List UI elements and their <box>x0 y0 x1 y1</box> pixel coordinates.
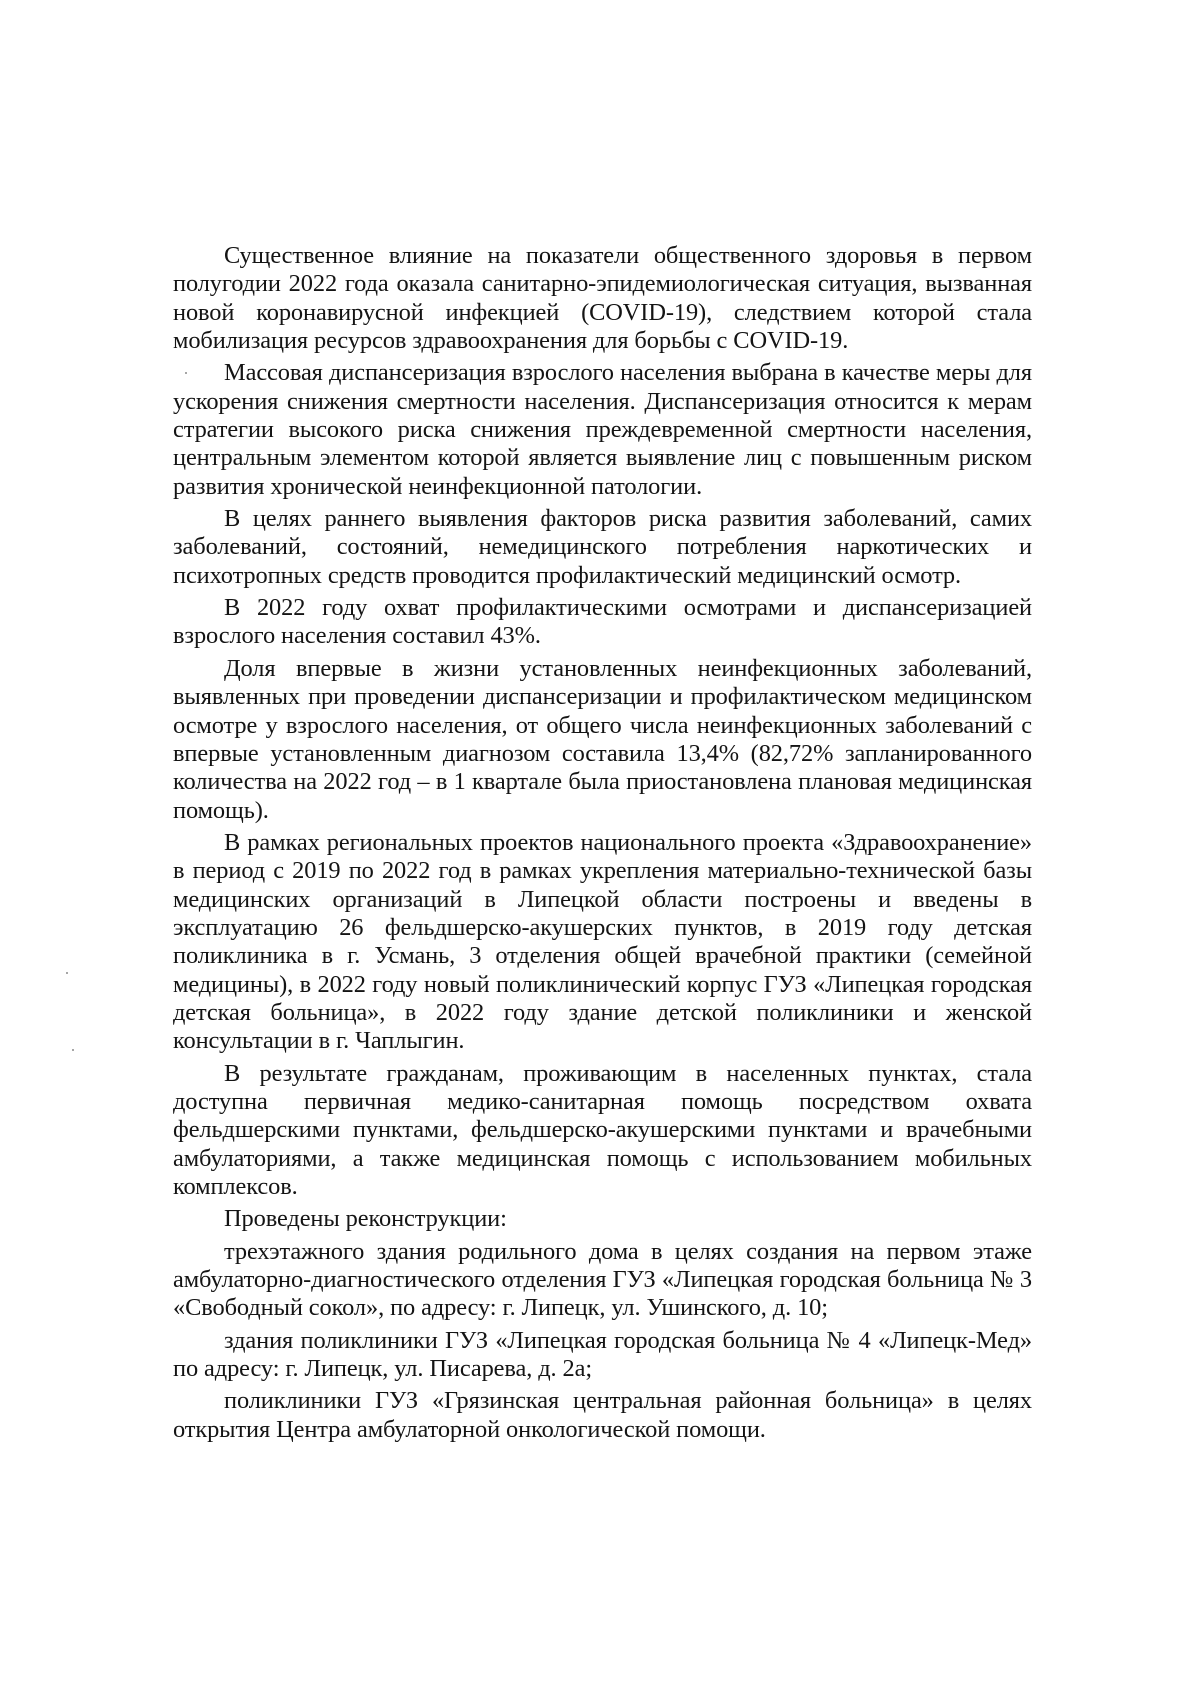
paragraph-covid-impact: Существенное влияние на показатели общественного здоровья в первом полугодии 2022 года оказала санитарно-эпидемиологическая ситуация, вызванная новой коронавирусной инфекцией (COVID-19), следствием которой стала мобилизация ресурсов здравоохранения для борьбы с COVID-19. <box>173 242 1032 355</box>
paragraph-coverage-2022: В 2022 году охват профилактическими осмотрами и диспансеризацией взрослого населения составил 43%. <box>173 594 1032 650</box>
paragraph-preventive-exam: В целях раннего выявления факторов риска развития заболеваний, самих заболеваний, состояний, немедицинского потребления наркотических и психотропных средств проводится профилактический медицинский осмотр. <box>173 505 1032 589</box>
paragraph-mass-dispensary: Массовая диспансеризация взрослого населения выбрана в качестве меры для ускорения снижения смертности населения. Диспансеризация относится к мерам стратегии высокого риска снижения преждевременной смертности населения, центральным элементом которой является выявление лиц с повышенным риском развития хронической неинфекционной патологии. <box>173 359 1032 500</box>
document-body <box>173 242 1032 1444</box>
paragraph-reconstructions-heading: Проведены реконструкции: <box>224 1205 507 1233</box>
scan-speck <box>72 1049 74 1051</box>
paragraph-diseases-share: Доля впервые в жизни установленных неинфекционных заболеваний, выявленных при проведении диспансеризации и профилактическом медицинском осмотре у взрослого населения, от общего числа неинфекционных заболеваний с впервые установленным диагнозом составила 13,4% (82,72% запланированного количества на 2022 год – в 1 квартале была приостановлена плановая медицинская помощь). <box>173 654 1032 824</box>
paragraph-national-project: В рамках региональных проектов национального проекта «Здравоохранение» в период с 2019 по 2022 год в рамках укрепления материально-технической базы медицинских организаций в Липецкой области построены и введены в эксплуатацию 26 фельдшерско-акушерских пунктов, в 2019 году детская поликлиника в г. Усмань, 3 отделения общей врачебной практики (семейной медицины), в 2022 году новый поликлинический корпус ГУЗ «Липецкая городская детская больница», в 2022 году здание детской поликлиники и женской консультации в г. Чаплыгин. <box>173 828 1032 1055</box>
reconstruction-item: здания поликлиники ГУЗ «Липецкая городская больница № 4 «Липецк-Мед» по адресу: г. Липецк, ул. Писарева, д. 2а; <box>173 1326 1032 1383</box>
reconstruction-item: трехэтажного здания родильного дома в целях создания на первом этаже амбулаторно-диагностического отделения ГУЗ «Липецкая городская больница № 3 «Свободный сокол», по адресу: г. Липецк, ул. Ушинского, д. 10; <box>173 1237 1032 1322</box>
reconstruction-item: поликлиники ГУЗ «Грязинская центральная районная больница» в целях открытия Центра амбулаторной онкологической помощи. <box>173 1387 1032 1443</box>
paragraph-primary-care-access: В результате гражданам, проживающим в населенных пунктах, стала доступна первичная медико-санитарная помощь посредством охвата фельдшерскими пунктами, фельдшерско-акушерскими пунктами и врачебными амбулаториями, а также медицинская помощь с использованием мобильных комплексов. <box>173 1059 1032 1200</box>
scan-speck <box>66 972 68 974</box>
